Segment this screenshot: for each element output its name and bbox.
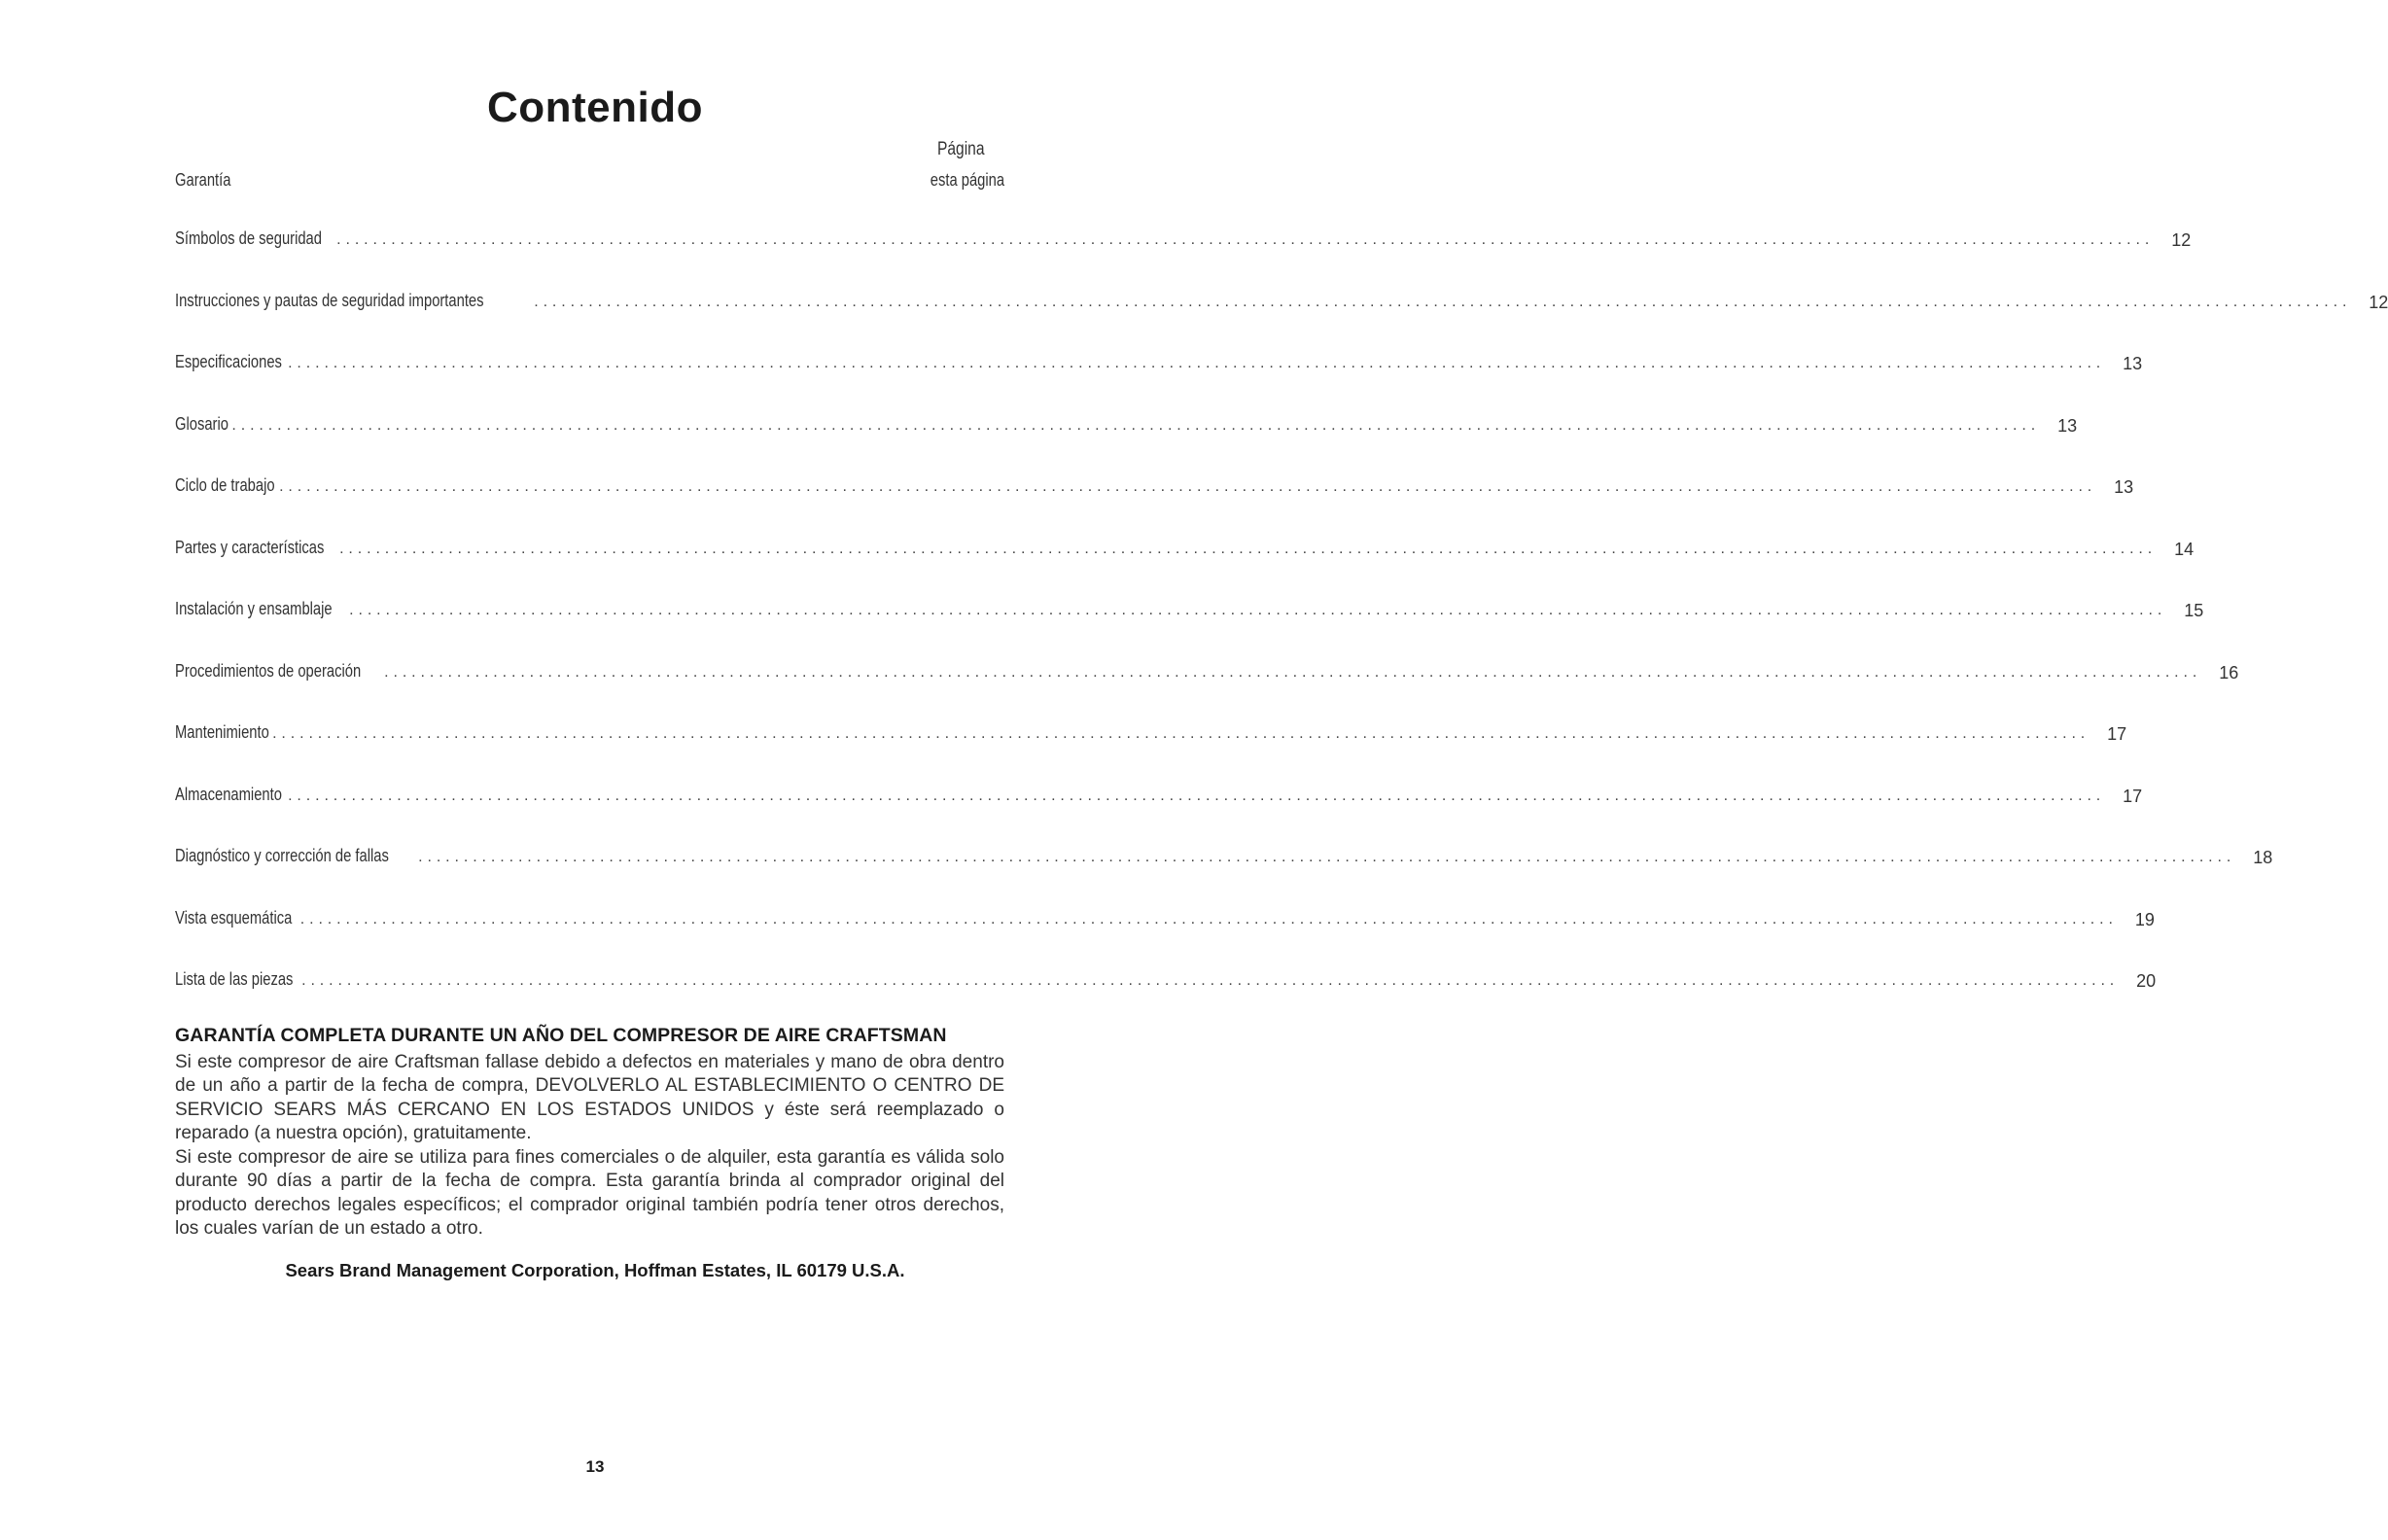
toc-leader-dots: ........................................................................................................................................................................................................	[336, 231, 2155, 248]
toc-warranty-page: esta página	[930, 170, 1004, 190]
toc-leader-dots: ........................................................................................................................................................................................................	[349, 602, 2167, 618]
toc-entry-label: Procedimientos de operación	[175, 660, 362, 681]
toc-leader-dots: ........................................................................................................................................................................................................	[301, 972, 2120, 989]
toc-entry-page: 17	[2107, 724, 2127, 744]
toc-entry	[175, 475, 2134, 538]
toc-entry-page: 15	[2184, 601, 2204, 620]
warranty-paragraph: Si este compresor de aire se utiliza para fines comerciales o de alquiler, esta garantía es válida solo durante 90 días a partir de la fecha de compra. Esta garantía brinda al comprador original del producto derechos legales específicos; el comprador original también podría tener otros derechos, los cuales varían de un estado a otro.	[175, 1147, 1004, 1239]
toc-entry-label: Almacenamiento	[175, 784, 282, 804]
toc-entry	[175, 599, 2204, 661]
toc-entry-label: Instrucciones y pautas de seguridad importantes	[175, 290, 484, 310]
toc-entry-page: 13	[2123, 354, 2143, 373]
page-title: Contenido	[486, 84, 703, 131]
toc-entry-label: Vista esquemática	[175, 907, 293, 928]
toc-entry	[175, 969, 2157, 1032]
toc-leader-dots: ........................................................................................................................................................................................................	[272, 725, 2090, 742]
toc-entry	[175, 290, 2388, 353]
toc-leader-dots: ........................................................................................................................................................................................................	[279, 478, 2097, 495]
toc-leader-dots: ........................................................................................................................................................................................................	[418, 849, 2236, 865]
toc-entry-page: 18	[2253, 848, 2273, 867]
toc-entry-page: 17	[2123, 786, 2143, 806]
page-number: 13	[585, 1457, 605, 1476]
toc-entry-page: 12	[2171, 230, 2192, 250]
warranty-heading: GARANTÍA COMPLETA DURANTE UN AÑO DEL COMPRESOR DE AIRE CRAFTSMAN	[175, 1025, 947, 1046]
toc-entry	[175, 537, 2195, 600]
toc-entry	[175, 228, 2192, 291]
toc-entry-page: 16	[2219, 662, 2239, 682]
toc-entry-label: Diagnóstico y corrección de fallas	[175, 846, 389, 865]
toc-entry-page: 13	[2114, 477, 2134, 497]
toc-entry	[175, 784, 2143, 847]
toc-entry-label: Instalación y ensamblaje	[175, 599, 333, 618]
toc-entry-label: Especificaciones	[175, 352, 282, 371]
toc-entry-page: 14	[2174, 539, 2195, 559]
warranty-paragraph: Si este compresor de aire Craftsman fallase debido a defectos en materiales y mano de obra dentro de un año a partir de la fecha de compra, DEVOLVERLO AL ESTABLECIMIENTO O CENTRO DE SERVICIO SEARS MÁS CERCANO EN LOS ESTADOS UNIDOS y éste será reemplazado o reparado (a nuestra opción), gratuitamente.	[175, 1052, 1004, 1143]
toc-leader-dots: ........................................................................................................................................................................................................	[299, 910, 2118, 928]
toc-entry	[175, 352, 2143, 414]
toc-leader-dots: ........................................................................................................................................................................................................	[534, 293, 2352, 310]
toc-entry-page: 13	[2057, 415, 2078, 436]
toc-warranty-row	[175, 170, 1004, 193]
toc-entry-page: 12	[2369, 292, 2388, 312]
toc-entry	[175, 846, 2273, 908]
toc-entry-page: 19	[2134, 909, 2155, 929]
toc-entry-label: Ciclo de trabajo	[175, 475, 275, 495]
table-of-contents	[175, 228, 2388, 1032]
toc-leader-dots: ........................................................................................................................................................................................................	[288, 787, 2106, 804]
toc-leader-dots: ........................................................................................................................................................................................................	[288, 355, 2106, 371]
toc-entry-label: Lista de las piezas	[175, 969, 294, 989]
toc-entry-label: Símbolos de seguridad	[175, 228, 322, 248]
toc-entry	[175, 413, 2078, 476]
toc-entry-label: Glosario	[175, 413, 228, 434]
toc-leader-dots: ........................................................................................................................................................................................................	[223, 416, 2041, 434]
toc-warranty-label: Garantía	[175, 170, 231, 190]
toc-entry	[175, 722, 2127, 785]
toc-entry-page: 20	[2136, 971, 2157, 991]
toc-entry-label: Mantenimiento	[175, 722, 269, 742]
company-address: Sears Brand Management Corporation, Hoffman Estates, IL 60179 U.S.A.	[285, 1260, 905, 1280]
toc-entry	[175, 660, 2239, 723]
toc-entry-label: Partes y características	[175, 537, 325, 557]
page-column-header: Página	[937, 139, 985, 159]
toc-entry	[175, 907, 2155, 970]
toc-leader-dots: ........................................................................................................................................................................................................	[384, 663, 2202, 681]
toc-leader-dots: ........................................................................................................................................................................................................	[339, 540, 2158, 557]
